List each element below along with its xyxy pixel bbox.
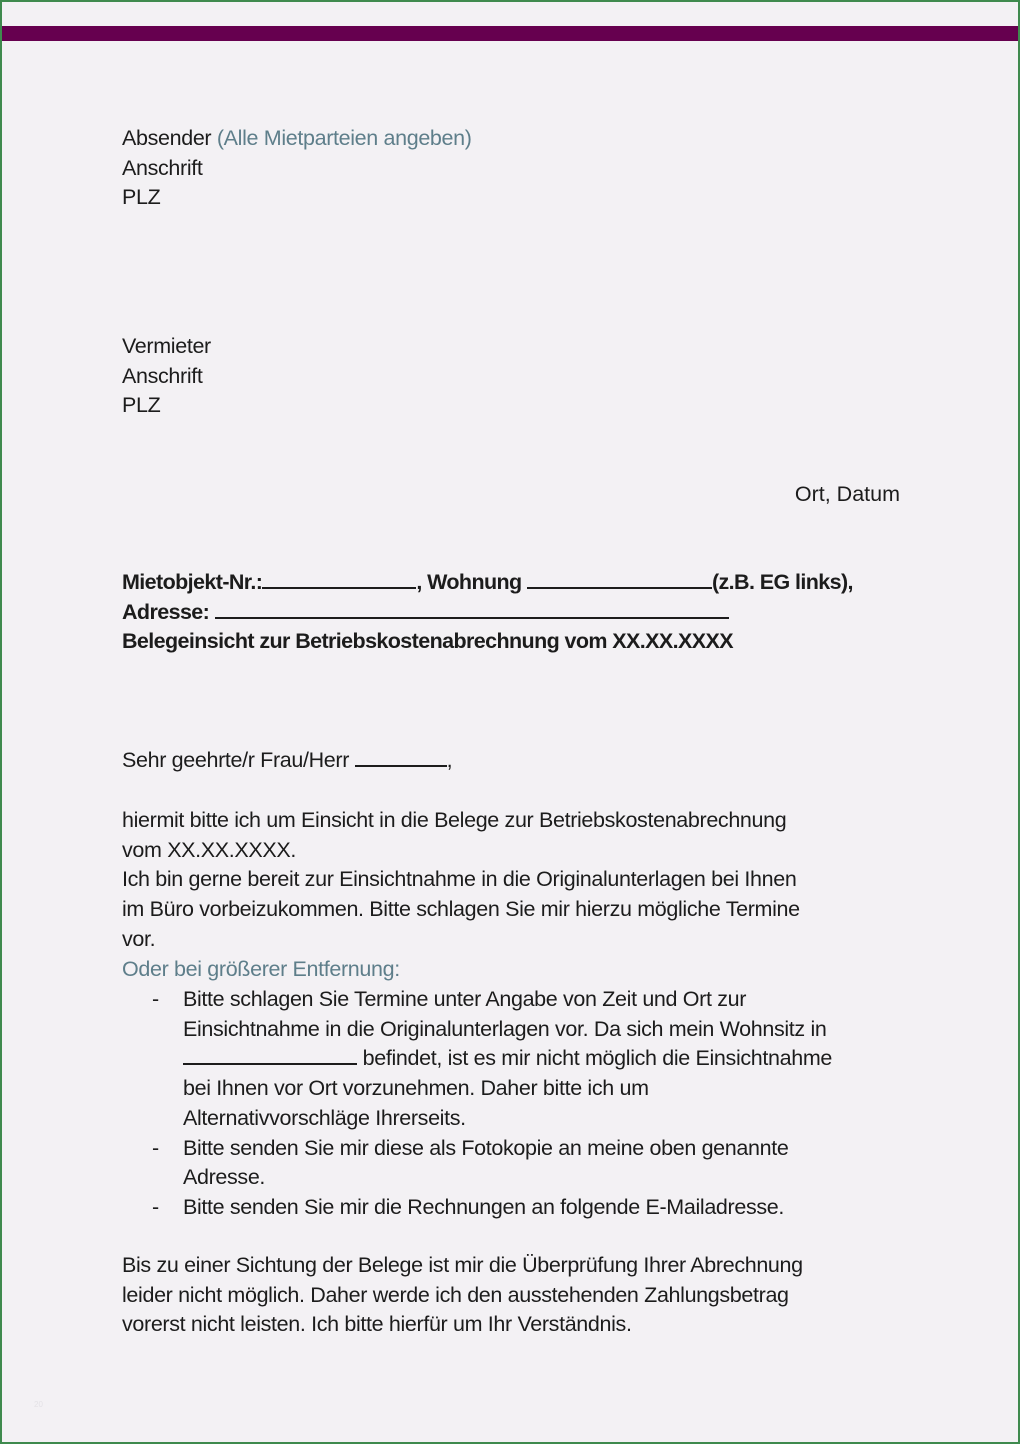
list-item-line: Bitte schlagen Sie Termine unter Angabe von Zeit und Ort zur [183,987,747,1011]
closing-paragraph [122,1251,803,1340]
list-item [122,1134,832,1193]
sender-hint: (Alle Mietparteien angeben) [216,126,472,150]
paragraph-line: hiermit bitte ich um Einsicht in die Belege zur Betriebskostenabrechnung [122,808,787,832]
subject-block [122,568,853,657]
residence-blank[interactable] [183,1044,357,1065]
subject-title: Belegeinsicht zur Betriebskostenabrechnung vom XX.XX.XXXX [122,629,733,654]
letter-page [2,2,1018,1442]
list-item-line [183,1044,832,1074]
salutation-text: Sehr geehrte/r Frau/Herr [122,748,349,772]
apartment-label: Wohnung [427,570,522,594]
apartment-blank[interactable] [527,568,712,589]
salutation [122,746,452,776]
recipient-address: Anschrift [122,363,203,388]
address-blank[interactable] [215,598,729,619]
object-number-comma: , [416,570,422,594]
subject-object-line [122,568,853,598]
apartment-hint: (z.B. EG links), [711,570,853,594]
dash-bullet-icon: - [152,987,159,1011]
sender-address: Anschrift [122,155,203,180]
paragraph-line: leider nicht möglich. Daher werde ich den ausstehenden Zahlungsbetrag [122,1282,789,1307]
paragraph-line: vorerst nicht leisten. Ich bitte hierfür um Ihr Verständnis. [122,1312,632,1337]
recipient-label: Vermieter [122,334,211,358]
options-list [122,985,832,1223]
list-item-text: befindet, ist es mir nicht möglich die Einsichtnahme [362,1046,832,1071]
sender-label: Absender [122,126,212,150]
paragraph-line: im Büro vorbeizukommen. Bitte schlagen Sie mir hierzu mögliche Termine [122,897,800,922]
sender-line [122,124,472,154]
list-item-line: Einsichtnahme in die Originalunterlagen vor. Da sich mein Wohnsitz in [183,1016,827,1041]
paragraph-line: Bis zu einer Sichtung der Belege ist mir die Überprüfung Ihrer Abrechnung [122,1253,803,1277]
sender-block [122,124,472,213]
dash-bullet-icon: - [152,1135,159,1160]
object-number-blank[interactable] [262,568,416,589]
object-number-label: Mietobjekt-Nr.: [122,570,263,594]
salutation-comma: , [446,748,453,772]
paragraph-line: vom XX.XX.XXXX. [122,837,296,862]
list-item [122,1193,832,1223]
header-accent-bar [2,26,1018,41]
list-item [122,985,832,1134]
sender-zip: PLZ [122,185,161,210]
subject-address-line [122,598,853,628]
dash-bullet-icon: - [152,1194,159,1219]
list-item-line: bei Ihnen vor Ort vorzunehmen. Daher bitte ich um [183,1076,649,1101]
page-number: 20 [34,1400,43,1409]
list-item-line: Alternativvorschläge Ihrerseits. [183,1105,466,1130]
paragraph-line: Ich bin gerne bereit zur Einsichtnahme in die Originalunterlagen bei Ihnen [122,867,797,892]
paragraph-line: vor. [122,926,156,951]
place-date: Ort, Datum [794,482,900,506]
body-paragraph [122,806,800,984]
recipient-zip: PLZ [122,393,161,418]
alternative-heading: Oder bei größerer Entfernung: [122,956,400,981]
salutation-name-blank[interactable] [355,746,447,767]
address-label: Adresse: [122,599,210,624]
recipient-block [122,332,211,421]
list-item-line: Bitte senden Sie mir diese als Fotokopie an meine oben genannte [183,1135,789,1160]
list-item-line: Bitte senden Sie mir die Rechnungen an folgende E-Mailadresse. [183,1194,784,1219]
list-item-line: Adresse. [183,1165,266,1190]
